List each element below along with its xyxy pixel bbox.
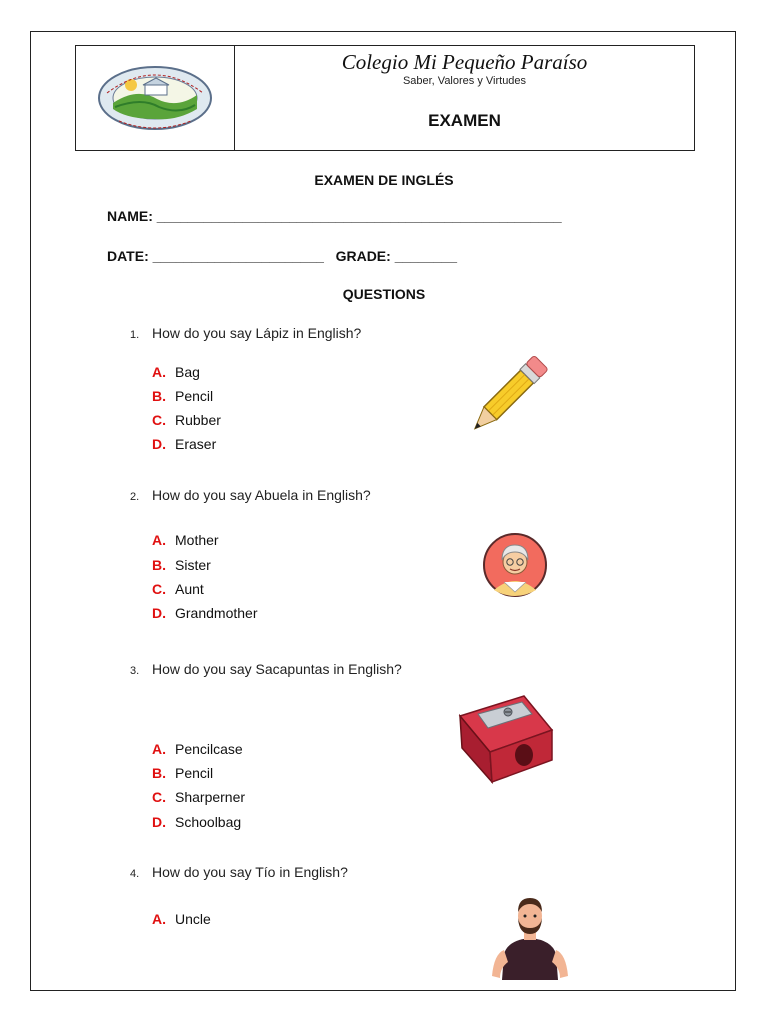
option-2d[interactable] [152,605,257,621]
option-text: Rubber [175,412,221,428]
sharpener-icon [452,690,560,788]
name-field[interactable]: NAME: ____________________________________________________ [107,208,562,224]
uncle-icon [486,892,574,980]
question-text: How do you say Sacapuntas in English? [152,661,402,677]
option-1a[interactable] [152,364,200,380]
option-text: Sharperner [175,789,246,805]
option-letter: B. [152,765,166,781]
option-text: Bag [175,364,200,380]
school-seal-logo [97,65,213,131]
option-letter: A. [152,741,166,757]
exam-label: EXAMEN [428,111,501,130]
option-text: Uncle [175,911,211,927]
option-letter: B. [152,557,166,573]
questions-heading: QUESTIONS [342,286,426,302]
option-letter: A. [152,364,166,380]
option-letter: B. [152,388,166,404]
option-3d[interactable] [152,814,241,830]
logo-cell [76,46,235,150]
option-text: Pencilcase [175,741,243,757]
question-4 [130,864,348,880]
question-text: How do you say Abuela in English? [152,487,371,503]
option-4a[interactable] [152,911,211,927]
date-grade-field[interactable]: DATE: ______________________ GRADE: ________ [107,248,457,264]
option-text: Sister [175,557,211,573]
option-1d[interactable] [152,436,216,452]
question-3 [130,661,402,677]
question-text: How do you say Tío in English? [152,864,348,880]
grandmother-icon [482,532,548,598]
option-3c[interactable] [152,789,245,805]
header-table [75,45,695,151]
question-number: 3. [130,665,140,677]
option-letter: A. [152,532,166,548]
pencil-icon [456,345,560,449]
option-letter: D. [152,436,166,452]
option-letter: A. [152,911,166,927]
option-letter: C. [152,789,166,805]
option-text: Schoolbag [175,814,242,830]
option-text: Mother [175,532,219,548]
option-text: Eraser [175,436,217,452]
question-number: 1. [130,329,140,341]
option-letter: D. [152,605,166,621]
school-motto: Saber, Valores y Virtudes [402,75,527,87]
option-letter: C. [152,412,166,428]
option-3a[interactable] [152,741,243,757]
option-3b[interactable] [152,765,213,781]
question-2 [130,487,371,503]
option-2c[interactable] [152,581,204,597]
option-letter: C. [152,581,166,597]
option-1b[interactable] [152,388,213,404]
option-text: Pencil [175,765,214,781]
option-text: Grandmother [175,605,258,621]
option-1c[interactable] [152,412,221,428]
option-2b[interactable] [152,557,211,573]
question-number: 4. [130,868,140,880]
option-text: Pencil [175,388,214,404]
question-1 [130,325,361,341]
title-cell [235,46,694,150]
school-name: Colegio Mi Pequeño Paraíso [341,50,588,74]
question-text: How do you say Lápiz in English? [152,325,362,341]
option-2a[interactable] [152,532,219,548]
question-number: 2. [130,491,140,503]
option-text: Aunt [175,581,204,597]
exam-title: EXAMEN DE INGLÉS [314,172,454,188]
option-letter: D. [152,814,166,830]
